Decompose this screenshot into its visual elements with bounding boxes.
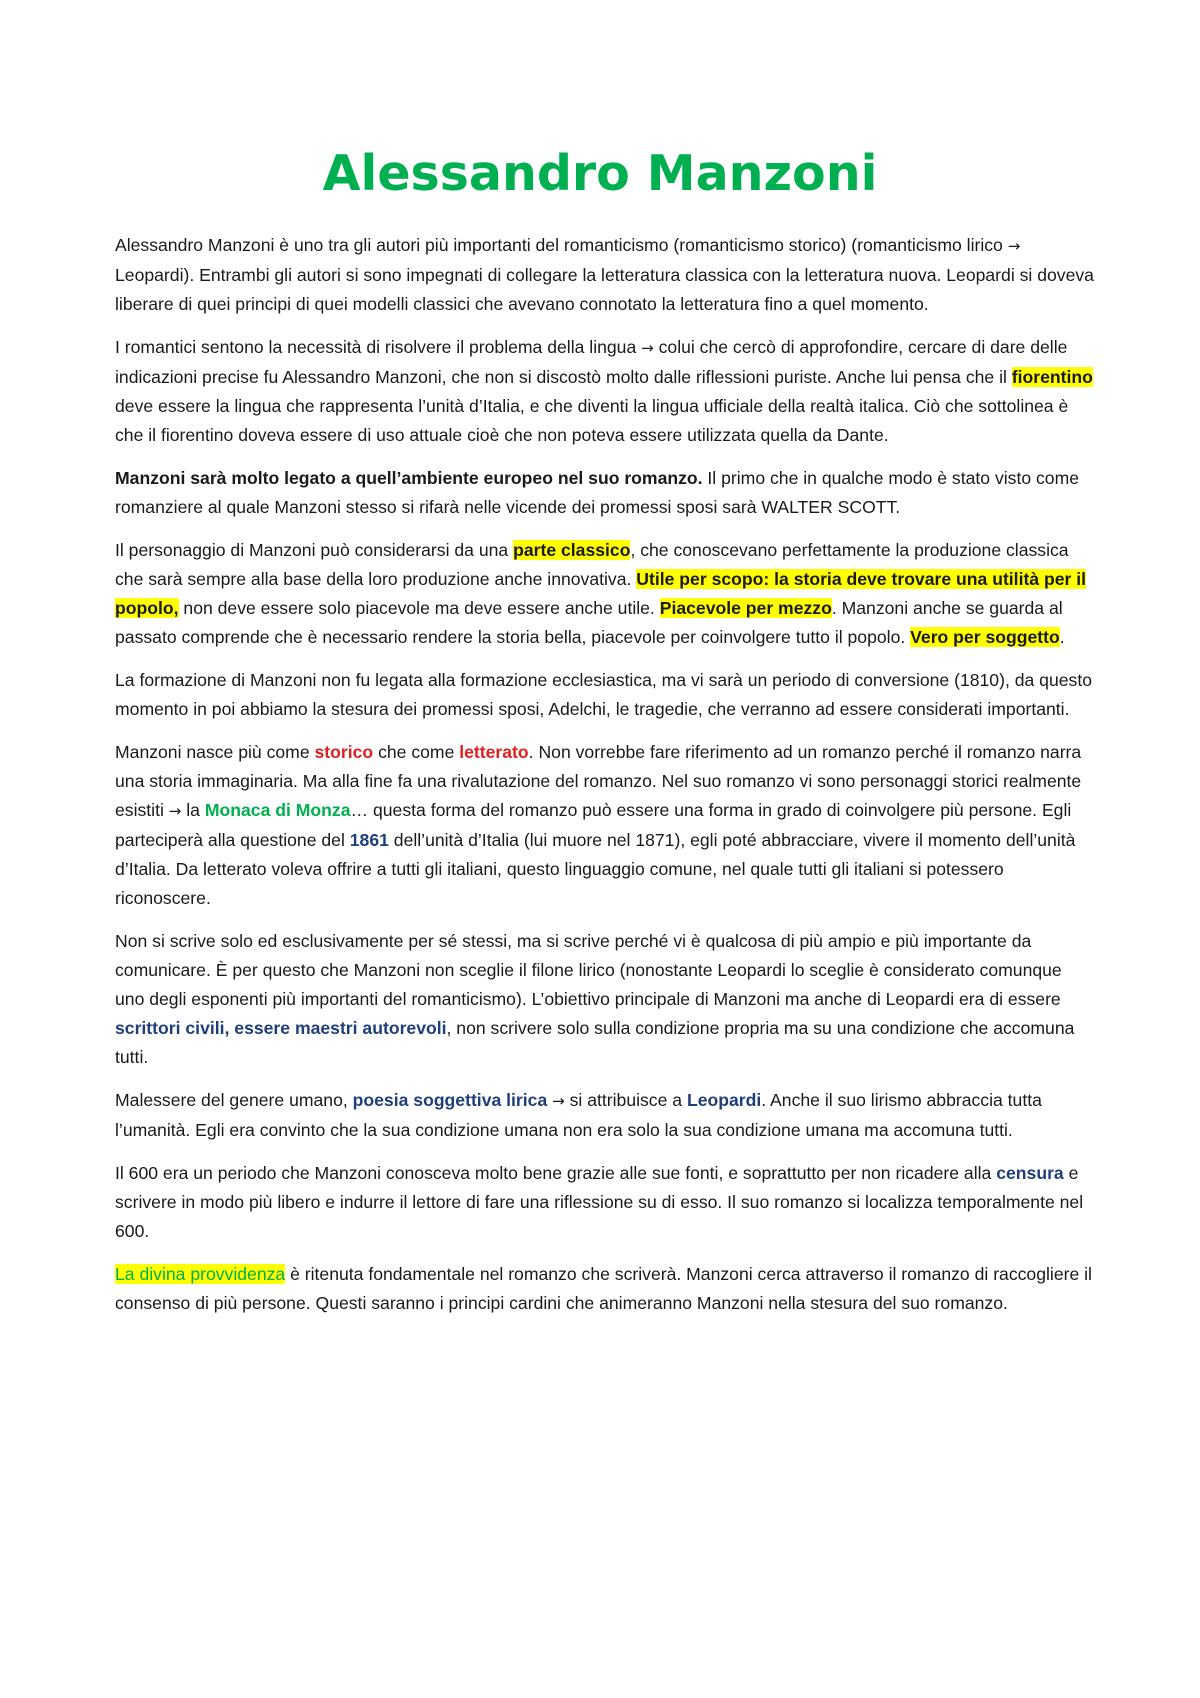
bold-sentence: Manzoni sarà molto legato a quell’ambiente europeo nel suo romanzo.	[115, 468, 703, 488]
arrow-right-icon: →	[168, 802, 182, 820]
text-run: . Non vorrebbe fare riferimento ad un romanzo perché il romanzo narra una storia immaginaria. Ma alla fine fa una rivalutazione del romanzo. Nel suo romanzo vi sono personaggi storici realmente esistiti	[115, 742, 1082, 820]
paragraph-4	[115, 536, 1095, 652]
page-title: Alessandro Manzoni	[322, 145, 878, 202]
navy-term-poesia-soggettiva: poesia soggettiva lirica	[352, 1090, 548, 1110]
text-run: Leopardi). Entrambi gli autori si sono impegnati di collegare la letteratura classica con la letteratura nuova. Leopardi si doveva liberare di quei principi di quei modelli classici che avevano connotato la letteratura fino a quel momento.	[115, 265, 1094, 314]
navy-term-censura: censura	[996, 1163, 1064, 1183]
text-run: dell’unità d’Italia (lui muore nel 1871), egli poté abbracciare, vivere il momento dell’unità d’Italia. Da letterato voleva offrire a tutti gli italiani, questo linguaggio comune, nel quale tutti gli italiani si potessero riconoscere.	[115, 830, 1076, 908]
text-run: , non scrivere solo sulla condizione propria ma su una condizione che accomuna tutti.	[115, 1018, 1075, 1067]
text-run: , che conoscevano perfettamente la produzione classica che sarà sempre alla base della loro produzione anche innovativa.	[115, 540, 1069, 589]
paragraph-6	[115, 738, 1095, 913]
text-run: Alessandro Manzoni è uno tra gli autori più importanti del romanticismo (romanticismo storico) (romanticismo lirico	[115, 235, 1008, 255]
text-run: . Anche il suo lirismo abbraccia tutta l’umanità. Egli era convinto che la sua condizione umana non era solo la sua condizione umana ma accomuna tutti.	[115, 1090, 1042, 1140]
highlight-divina-provvidenza: La divina provvidenza	[115, 1264, 286, 1284]
text-run: Non si scrive solo ed esclusivamente per sé stessi, ma si scrive perché vi è qualcosa di più ampio e più importante da comunicare. È per questo che Manzoni non sceglie il filone lirico (nonostante Leopardi lo sceglie è considerato comunque uno degli esponenti più importanti del romanticismo). L’obiettivo principale di Manzoni ma anche di Leopardi era di essere	[115, 931, 1062, 1009]
paragraph-7	[115, 927, 1095, 1072]
paragraph-8	[115, 1086, 1095, 1145]
highlight-vero-per-soggetto: Vero per soggetto	[910, 627, 1060, 647]
text-run: e scrivere in modo più libero e indurre il lettore di fare una riflessione su di esso. Il suo romanzo si localizza temporalmente nel 600.	[115, 1163, 1084, 1241]
navy-term-scrittori-civili: scrittori civili, essere maestri autorevoli	[115, 1018, 447, 1038]
highlight-utile-per-scopo: Utile per scopo: la storia deve trovare una utilità per il popolo,	[115, 569, 1087, 618]
text-run: la	[181, 800, 205, 820]
highlight-fiorentino: fiorentino	[1011, 367, 1093, 387]
green-term-monaca-di-monza: Monaca di Monza	[204, 800, 351, 820]
highlight-parte-classico: parte classico	[513, 540, 631, 560]
paragraph-3	[115, 464, 1095, 522]
paragraph-1	[115, 231, 1095, 319]
navy-term-leopardi: Leopardi	[686, 1090, 762, 1110]
text-run: deve essere la lingua che rappresenta l’unità d’Italia, e che diventi la lingua ufficiale della realtà italica. Ciò che sottolinea è che il fiorentino doveva essere di uso attuale cioè che non poteva essere utilizzata quella da Dante.	[115, 396, 1069, 445]
paragraph-5: La formazione di Manzoni non fu legata alla formazione ecclesiastica, ma vi sarà un periodo di conversione (1810), da questo momento in poi abbiamo la stesura dei promessi sposi, Adelchi, le tragedie, che verranno ad essere considerati importanti.	[115, 670, 1093, 719]
arrow-right-icon: →	[1007, 237, 1021, 255]
text-run: I romantici sentono la necessità di risolvere il problema della lingua	[115, 337, 642, 357]
text-run: . Manzoni anche se guarda al passato comprende che è necessario rendere la storia bella, piacevole per coinvolgere tutto il popolo.	[115, 598, 1063, 647]
text-run: Malessere del genere umano,	[115, 1090, 353, 1110]
text-run: si attribuisce a	[564, 1090, 687, 1110]
red-term-letterato: letterato	[459, 742, 529, 762]
red-term-storico: storico	[314, 742, 374, 762]
paragraph-9	[115, 1159, 1095, 1246]
text-run: Il personaggio di Manzoni può considerarsi da una	[115, 540, 514, 560]
paragraph-10	[115, 1260, 1095, 1318]
arrow-right-icon: →	[552, 1092, 565, 1110]
text-run: … questa forma del romanzo può essere una forma in grado di coinvolgere più persone. Egli parteciperà alla questione del	[115, 800, 1072, 850]
text-run: non deve essere solo piacevole ma deve essere anche utile.	[178, 598, 660, 618]
document-body	[115, 231, 1095, 1332]
paragraph-2	[115, 333, 1095, 450]
text-run: Manzoni nasce più come	[115, 742, 315, 762]
highlight-piacevole-per-mezzo: Piacevole per mezzo	[659, 598, 832, 618]
text-run: colui che cercò di approfondire, cercare di dare delle indicazioni precise fu Alessandro Manzoni, che non si discostò molto dalle riflessioni puriste. Anche lui pensa che il	[115, 337, 1068, 387]
text-run: è ritenuta fondamentale nel romanzo che scriverà. Manzoni cerca attraverso il romanzo di raccogliere il consenso di più persone. Questi saranno i principi cardini che animeranno Manzoni nella stesura del suo romanzo.	[115, 1264, 1092, 1313]
text-run: Il 600 era un periodo che Manzoni conosceva molto bene grazie alle sue fonti, e soprattutto per non ricadere alla	[115, 1163, 997, 1183]
arrow-right-icon: →	[641, 339, 654, 357]
text-run: .	[1059, 627, 1065, 647]
text-run: che come	[373, 742, 460, 762]
navy-term-1861: 1861	[349, 830, 389, 850]
text-run: Il primo che in qualche modo è stato visto come romanziere al quale Manzoni stesso si rifarà nelle vicende dei promessi sposi sarà WALTER SCOTT.	[115, 468, 1080, 517]
